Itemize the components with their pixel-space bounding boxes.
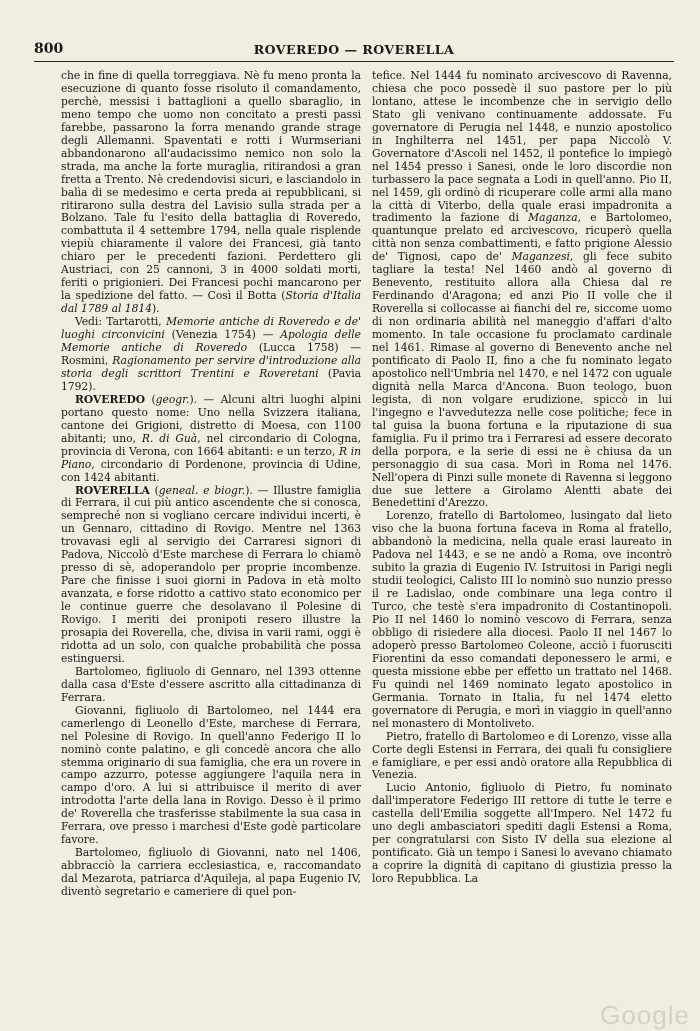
text-run: ). — Alcuni altri luoghi alpini portano questo nome: Uno nella Svizzera italiana, cantone dei Grigioni, distretto di Moesa, con 1100 abitanti; uno, [61, 392, 361, 445]
paragraph [61, 70, 361, 316]
paragraph [61, 485, 361, 666]
text-run: Giovanni, figliuolo di Bartolomeo, nel 1444 era camerlengo di Leonello d'Este, marchese di Ferrara, nel Polesine di Rovigo. In quell'anno Federigo II lo nominò conte palatino, e gli concedè ancora che allo stemma originario di sua famiglia, che era un rovere in campo azzurro, potesse aggiungere l'aquila nera in campo d'oro. A lui si attribuisce il merito di aver introdotta l'arte della lana in Rovigo. Desso è il primo de' Roverella che trasferisse stabilmente la sua casa in Ferrara, ove presso i marchesi d'Este godè particolare favore. [61, 703, 361, 847]
italic-text: geogr. [155, 392, 190, 406]
italic-text: Maganzesi [511, 250, 570, 264]
text-run: , circondario di Pordenone, provincia di Udine, con 1424 abitanti. [61, 457, 361, 484]
paragraph [61, 394, 361, 485]
running-title: ROVEREDO — ROVERELLA [253, 42, 455, 57]
text-run: Pietro, fratello di Bartolomeo e di Lorenzo, visse alla Corte degli Estensi in Ferrara, dei quali fu consigliere e famigliare, e per essi andò oratore alla Repubblica di Venezia. [372, 729, 672, 782]
text-run: (Lucca 1758) — Rosmini, [61, 341, 361, 367]
text-run: Bartolomeo, figliuolo di Giovanni, nato nel 1406, abbracciò la carriera ecclesiastica, e, raccomandato dal Mezarota, patriarca d'Aquileja, al papa Eugenio IV, diventò segretario e cameriere di quel pon- [61, 846, 361, 899]
italic-text: Storia d'Italia dal 1789 al 1814 [61, 289, 361, 316]
paragraph [61, 666, 361, 705]
text-run: ( [149, 483, 159, 497]
page-header [34, 39, 674, 62]
paragraph [372, 70, 672, 510]
italic-text: R in Piano [61, 444, 361, 471]
paragraph [61, 316, 361, 394]
text-run: , e Bartolomeo, quantunque prelato ed arcivescovo, ricuperò quella città non senza combattimenti, e fatto prigione Alessio de' Tignosi, capo de' [372, 211, 672, 264]
entry-headword: ROVERELLA [75, 483, 150, 497]
right-column [372, 70, 672, 1018]
text-run: Lucio Antonio, figliuolo di Pietro, fu nominato dall'imperatore Federigo III rettore di tutte le terre e castella dell'Emilia soggette all'Impero. Nel 1472 fu uno degli ambasciatori spediti dagli Estensi a Roma, per congratularsi con Sisto IV della sua elezione al pontificato. Già un tempo i Sanesi lo avevano chiamato a coprire la dignità di capitano di giustizia presso la loro Repubblica. La [372, 781, 672, 886]
text-run: tefice. Nel 1444 fu nominato arcivescovo di Ravenna, chiesa che poco possedè il suo pastore per lo più lontano, attese le incombenze che in servigio dello Stato gli venivano continuamente addossate. Fu governatore di Perugia nel 1448, e nunzio apostolico in Inghilterra nel 1451, per papa Niccolò V. Governatore d'Ascoli nel 1452, il pontefice lo impiegò nel 1454 presso i Sanesi, onde le loro discordie non turbassero la pace segnata a Lodi in quell'anno. Pio II, nel 1459, gli ordinò di ricuperare colle armi alla mano la città di Viterbo, della quale erasi impadronita a tradimento la fazione di [372, 70, 672, 225]
text-run: ). — Illustre famiglia di Ferrara, il cui più antico ascendente che si conosca, sempreché non si vogliano cercare individui incerti, è un Gennaro, cittadino di Rovigo. Mentre nel 1363 trovavasi egli al servigio dei Carraresi signori di Padova, Niccolò d'Este marchese di Ferrara lo chiamò presso di sè, adoperandolo per proprie incombenze. Pare che finisse i suoi giorni in Padova in età molto avanzata, e forse ridotto a cattivo stato economico per le continue guerre che desolavano il Polesine di Rovigo. I meriti dei pronipoti resero illustre la prosapia dei Roverella, che, divisa in varii rami, oggi è ridotta ad un solo, con qualche probabilità che possa estinguersi. [61, 483, 361, 665]
text-run: (Venezia 1754) — [164, 328, 281, 342]
italic-text: Memorie antiche di Roveredo e de' luoghi circonvicini [61, 315, 361, 342]
italic-text: Apologia delle Memorie antiche di Roveredo [61, 328, 361, 355]
entry-headword: ROVEREDO [75, 392, 146, 406]
italic-text: R. di Guà [141, 431, 198, 445]
paragraph [61, 847, 361, 899]
paragraph [61, 705, 361, 847]
italic-text: Maganza [528, 211, 578, 225]
text-run: che in fine di quella torreggiava. Nè fu meno pronta la esecuzione di quanto fosse risoluto il comandamento, perchè, messisi i battaglioni a quello sbaraglio, in meno tempo che uomo non concitato a presti passi farebbe, passarono la forra menando grande strage degli Allemanni. Spaventati e rotti i Wurmseriani abbandonarono all'audacissimo nemico non solo la strada, ma anche la forte muraglia, ritirandosi a gran fretta a Trento. Nè credendovisi sicuri, e lasciandolo in balìa di se medesimo e certa preda ai repubblicani, si ritirarono sulla destra del Lavisio sulla strada per a Bolzano. Tale fu l'esito della battaglia di Roveredo, combattuta il 4 settembre 1794, nella quale risplende viepiù chiaramente il valore dei Francesi, già tanto chiaro per le precedenti fazioni. Perdettero gli Austriaci, con 25 cannoni, 3 in 4000 soldati morti, feriti o prigionieri. Dei Francesi pochi mancarono per la spedizione del fatto. — Così il Botta ( [61, 70, 361, 303]
page-number: 800 [34, 41, 64, 57]
text-run: ). [152, 302, 160, 316]
text-run: ( [145, 392, 156, 406]
paragraph [372, 510, 672, 730]
text-run: , nel circondario di Cologna, provincia di Verona, con 1664 abitanti: e un terzo, [61, 431, 361, 458]
paragraph [372, 782, 672, 886]
text-run: , gli fece subito tagliare la testa! Nel 1460 andò al governo di Benevento, restituito allora alla Chiesa dal re Ferdinando d'Aragona; ed anzi Pio II volle che il Roverella si collocasse ai fianchi del re, siccome uomo di non ordinaria abilità nel maneggio d'affari d'alto momento. In tale occasione fu proclamato cardinale nel 1461. Rimase al governo di Benevento anche nel pontificato di Paolo II, fino a che fu nominato legato apostolico nell'Umbria nel 1470, e nel 1472 con uguale dignità nella Marca d'Ancona. Buon teologo, buon legista, di non volgare erudizione, spiccò in lui l'ingegno e l'avvedutezza nelle cose politiche; fece in tal guisa la buona fortuna e la riputazione di sua famiglia. Fu il primo tra i Ferraresi ad essere decorato della porpora, e la serie di essi ne è chiusa da un personaggio di sua casa. Morì in Roma nel 1476. Nell'opera di Pinzi sulle monete di Ravenna si leggono due sue lettere a Girolamo Alentti abate dei Benedettini d'Arezzo. [372, 250, 672, 510]
italic-text: Ragionamento per servire d'introduzione alla storia degli scrittori Trentini e Roveretani [61, 353, 361, 380]
watermark-logo: Google [600, 1000, 690, 1030]
paragraph [372, 731, 672, 783]
text-run: Bartolomeo, figliuolo di Gennaro, nel 1393 ottenne dalla casa d'Este d'essere ascritto alla cittadinanza di Ferrara. [61, 664, 361, 704]
italic-text: geneal. e biogr. [158, 483, 246, 497]
text-run: Vedi: Tartarotti, [75, 315, 167, 329]
text-run: (Pavia 1792). [61, 366, 361, 393]
text-run: Lorenzo, fratello di Bartolomeo, lusingato dal lieto viso che la buona fortuna faceva in Roma al fratello, abbandonò la medicina, nella quale erasi laureato in Padova nel 1443, e se ne andò a Roma, ove incontrò subito la grazia di Eugenio IV. Istruitosi in Parigi negli studii teologici, Calisto III lo nominò suo nunzio presso il re Ladislao, onde combinare una lega contro il Turco, che testè s'era impadronito di Costantinopoli. Pio II nel 1460 lo nominò vescovo di Ferrara, senza obbligo di risiedere alla diocesi. Paolo II nel 1467 lo adoperò presso Bartolomeo Coleone, acciò i fuorusciti Fiorentini da esso comandati deponessero le armi, e questa missione ebbe per effetto un trattato nel 1468. Fu quindi nel 1469 nominato legato apostolico in Germania. Tornato in Italia, fu nel 1474 eletto governatore di Perugia, e morì in viaggio in quell'anno nel monastero di Montoliveto. [372, 509, 672, 730]
left-column [61, 70, 361, 1018]
